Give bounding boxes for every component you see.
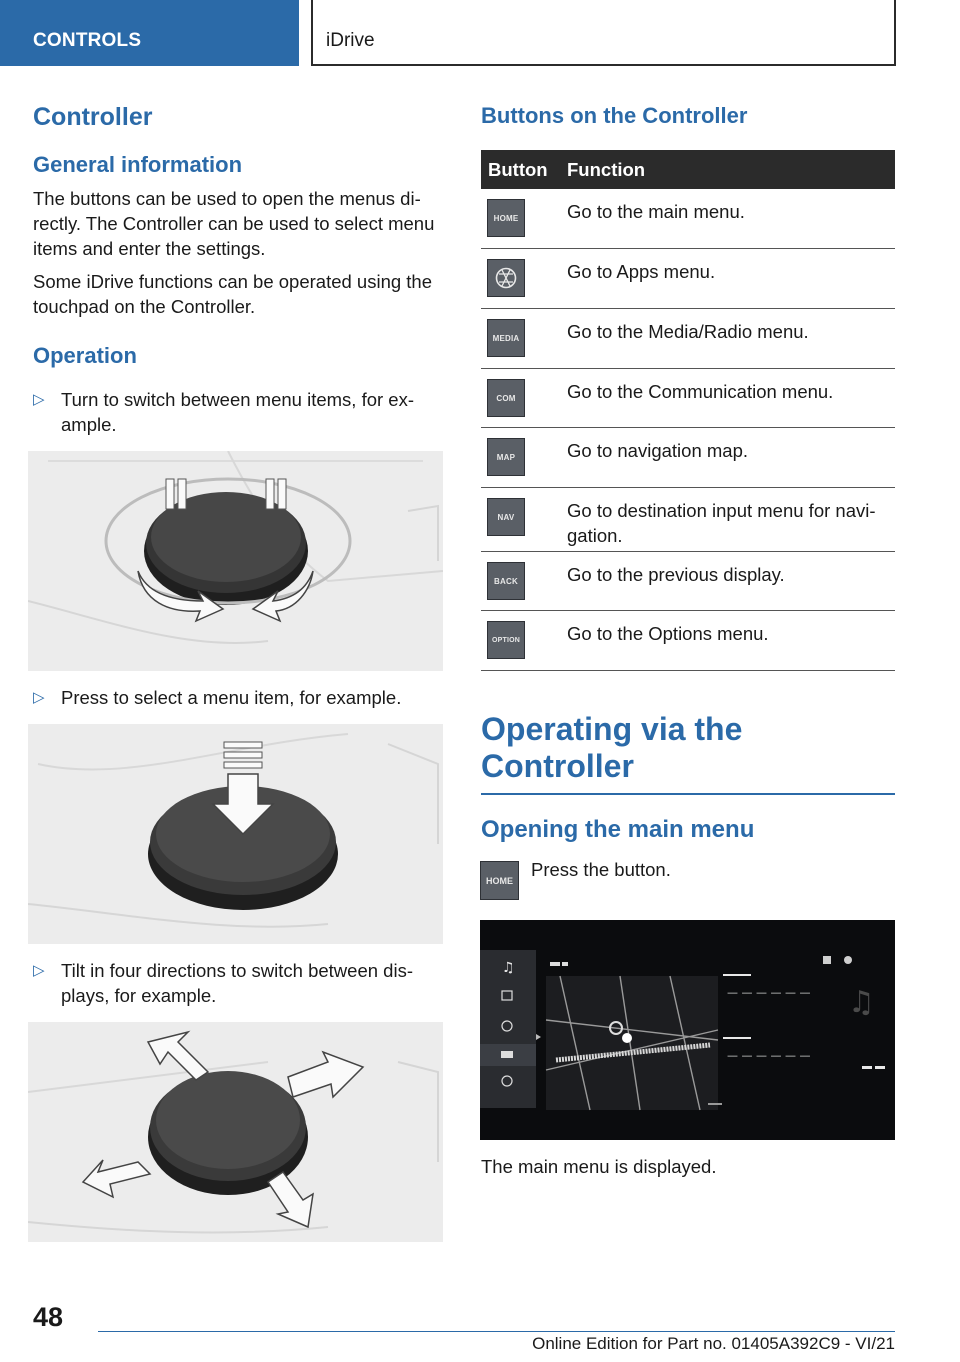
column-header-button: Button: [488, 159, 548, 180]
apps-icon: [494, 266, 518, 290]
bullet-text: Turn to switch between menu items, for example.: [61, 389, 415, 435]
chapter-tab: [311, 0, 896, 66]
function-text: Go to the previous display.: [567, 564, 785, 585]
page-number: 48: [33, 1302, 64, 1332]
controller-turn-drawing: [28, 451, 443, 671]
bullet-press: [33, 685, 448, 710]
right-column: [481, 100, 895, 129]
bullet-triangle-icon: ▷: [33, 689, 45, 706]
function-text: Go to the Communication menu.: [567, 381, 834, 402]
subheading-buttons-on-controller: Buttons on the Controller: [481, 103, 748, 128]
bullet-text: Tilt in four directions to switch between displays, for example.: [61, 960, 413, 1006]
press-button-text: Press the button.: [531, 859, 671, 880]
function-text: Go to destination input menu for navigation.: [567, 500, 876, 546]
main-menu-screen-drawing: [480, 920, 895, 1140]
apps-button-icon: [487, 259, 525, 297]
function-text: Go to the Media/Radio menu.: [567, 321, 809, 342]
screen-line-1: — — — — — —: [727, 986, 811, 999]
function-text: Go to navigation map.: [567, 440, 748, 461]
chapter-title: iDrive: [326, 30, 375, 51]
controller-tilt-illustration: [28, 1022, 443, 1242]
section-tab: [0, 0, 299, 66]
svg-text:♫: ♫: [502, 960, 515, 976]
table-row: [481, 488, 895, 552]
bullet-text: Press to select a menu item, for example.: [61, 687, 402, 708]
table-row: [481, 552, 895, 611]
map-button-icon: MAP: [487, 438, 525, 476]
controller-press-illustration: [28, 724, 443, 944]
nav-button-icon: NAV: [487, 498, 525, 536]
controller-turn-illustration: [28, 451, 443, 671]
section-heading-controller: Controller: [33, 103, 153, 131]
chapter-heading-operating-via-controller: Operating via the Controller: [481, 711, 895, 795]
media-button-icon: MEDIA: [487, 319, 525, 357]
footer-edition: Online Edition for Part no. 01405A392C9 - VI/21: [532, 1334, 895, 1353]
function-text: Go to the main menu.: [567, 201, 745, 222]
subheading-opening-main-menu: Opening the main menu: [481, 816, 755, 843]
bullet-turn: [33, 387, 448, 437]
table-row: [481, 189, 895, 249]
table-row: [481, 428, 895, 488]
home-button-icon: HOME: [487, 199, 525, 237]
controller-tilt-drawing: [28, 1022, 443, 1242]
main-menu-screen-illustration: [480, 920, 895, 1140]
table-row: [481, 249, 895, 309]
function-text: Go to the Options menu.: [567, 623, 769, 644]
column-header-function: Function: [567, 159, 646, 180]
svg-text:♫: ♫: [848, 985, 875, 1020]
table-row: [481, 309, 895, 369]
general-paragraph-1: The buttons can be used to open the menus directly. The Controller can be used to select menu items and enter the settings.: [33, 188, 435, 259]
table-row: [481, 369, 895, 428]
com-button-icon: COM: [487, 379, 525, 417]
subheading-operation: Operation: [33, 343, 137, 368]
bullet-tilt: [33, 958, 448, 1008]
general-paragraph-2: Some iDrive functions can be operated using the touchpad on the Controller.: [33, 271, 433, 317]
screen-line-2: — — — — — —: [727, 1049, 811, 1062]
home-button-inline-icon: HOME: [480, 861, 519, 900]
left-column: [33, 100, 448, 369]
table-row: [481, 611, 895, 671]
buttons-table-header: [481, 150, 895, 189]
option-button-icon: OPTION: [487, 621, 525, 659]
back-button-icon: BACK: [487, 562, 525, 600]
main-menu-displayed-text: The main menu is displayed.: [481, 1156, 717, 1177]
controller-press-drawing: [28, 724, 443, 944]
function-text: Go to Apps menu.: [567, 261, 716, 282]
subheading-general-information: General information: [33, 152, 243, 177]
footer-rule: [98, 1331, 895, 1332]
bullet-triangle-icon: ▷: [33, 391, 45, 408]
bullet-triangle-icon: ▷: [33, 962, 45, 979]
section-title: CONTROLS: [33, 30, 142, 51]
